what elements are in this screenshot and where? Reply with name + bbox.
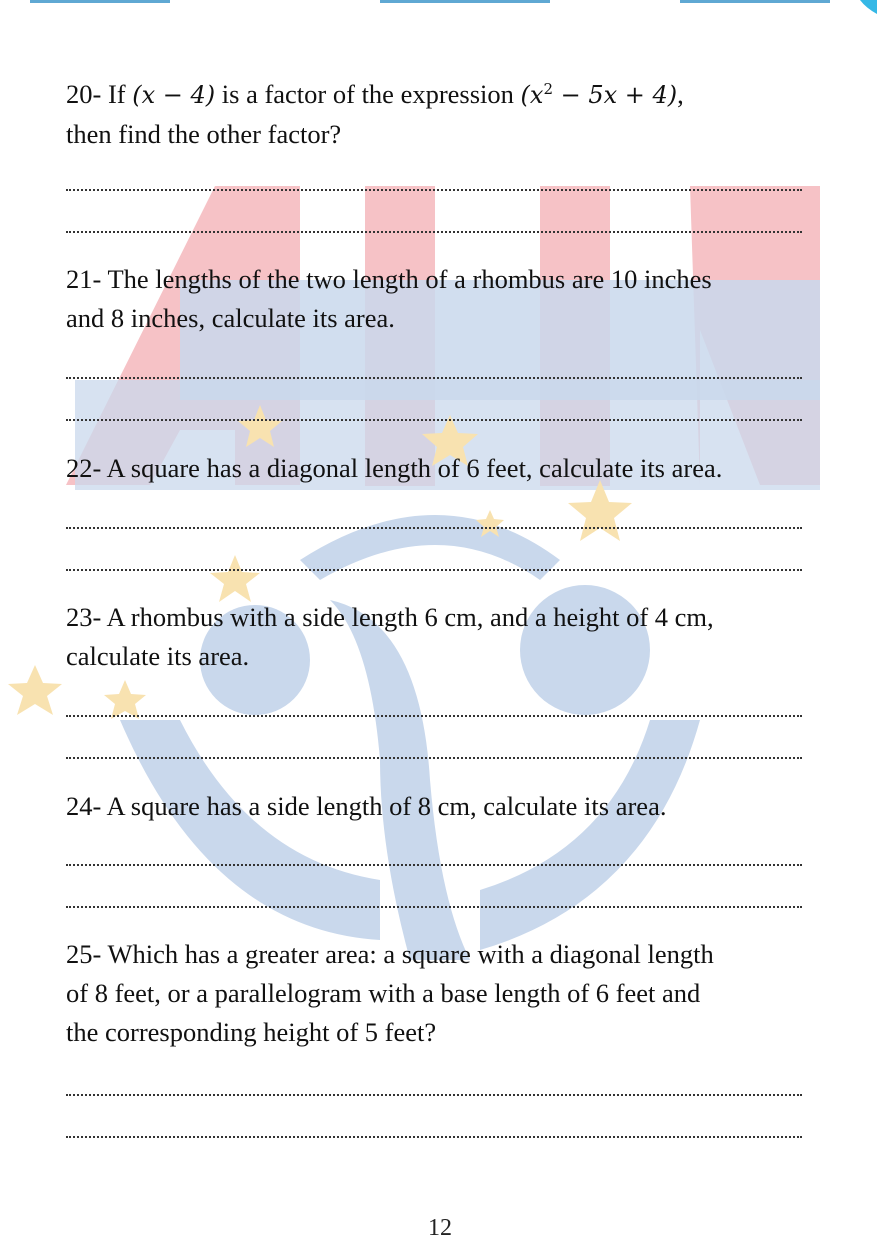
question-24 <box>66 787 808 826</box>
question-23-line-2: calculate its area. <box>66 641 250 671</box>
answer-line[interactable] <box>66 527 802 529</box>
question-22-line-1: 22- A square has a diagonal length of 6 feet, calculate its area. <box>66 453 723 483</box>
answer-line[interactable] <box>66 906 802 908</box>
answer-line[interactable] <box>66 757 802 759</box>
question-25-line-1: 25- Which has a greater area: a square with a diagonal length <box>66 939 714 969</box>
answer-line[interactable] <box>66 864 802 866</box>
question-21-line-1: 21- The lengths of the two length of a rhombus are 10 inches <box>66 264 712 294</box>
question-20-line-2: then find the other factor? <box>66 119 342 149</box>
question-23-line-1: 23- A rhombus with a side length 6 cm, and a height of 4 cm, <box>66 602 714 632</box>
math-factor: (x − 4) <box>132 81 216 109</box>
question-25-line-3: the corresponding height of 5 feet? <box>66 1017 437 1047</box>
answer-line[interactable] <box>66 377 802 379</box>
question-20-mid: is a factor of the expression <box>215 79 521 109</box>
question-25 <box>66 935 808 1052</box>
question-24-line-1: 24- A square has a side length of 8 cm, calculate its area. <box>66 791 667 821</box>
math-expression-exponent: 2 <box>543 80 553 98</box>
question-23 <box>66 598 808 676</box>
question-20-tail: , <box>677 79 684 109</box>
page-number: 12 <box>428 1215 452 1241</box>
answer-line[interactable] <box>66 715 802 717</box>
answer-line[interactable] <box>66 419 802 421</box>
math-expression <box>521 81 678 109</box>
question-25-line-2: of 8 feet, or a parallelogram with a base length of 6 feet and <box>66 978 701 1008</box>
answer-line[interactable] <box>66 189 802 191</box>
question-20-line-1 <box>66 70 808 115</box>
question-22 <box>66 449 808 488</box>
question-20-lead: 20- If <box>66 79 133 109</box>
answer-line[interactable] <box>66 231 802 233</box>
math-expression-rest: − 5x + 4) <box>552 81 678 109</box>
question-21 <box>66 260 808 338</box>
math-expression-base: (x <box>520 81 544 109</box>
answer-line[interactable] <box>66 1136 802 1138</box>
answer-line[interactable] <box>66 1094 802 1096</box>
answer-line[interactable] <box>66 569 802 571</box>
question-21-line-2: and 8 inches, calculate its area. <box>66 303 395 333</box>
question-20 <box>66 70 808 154</box>
